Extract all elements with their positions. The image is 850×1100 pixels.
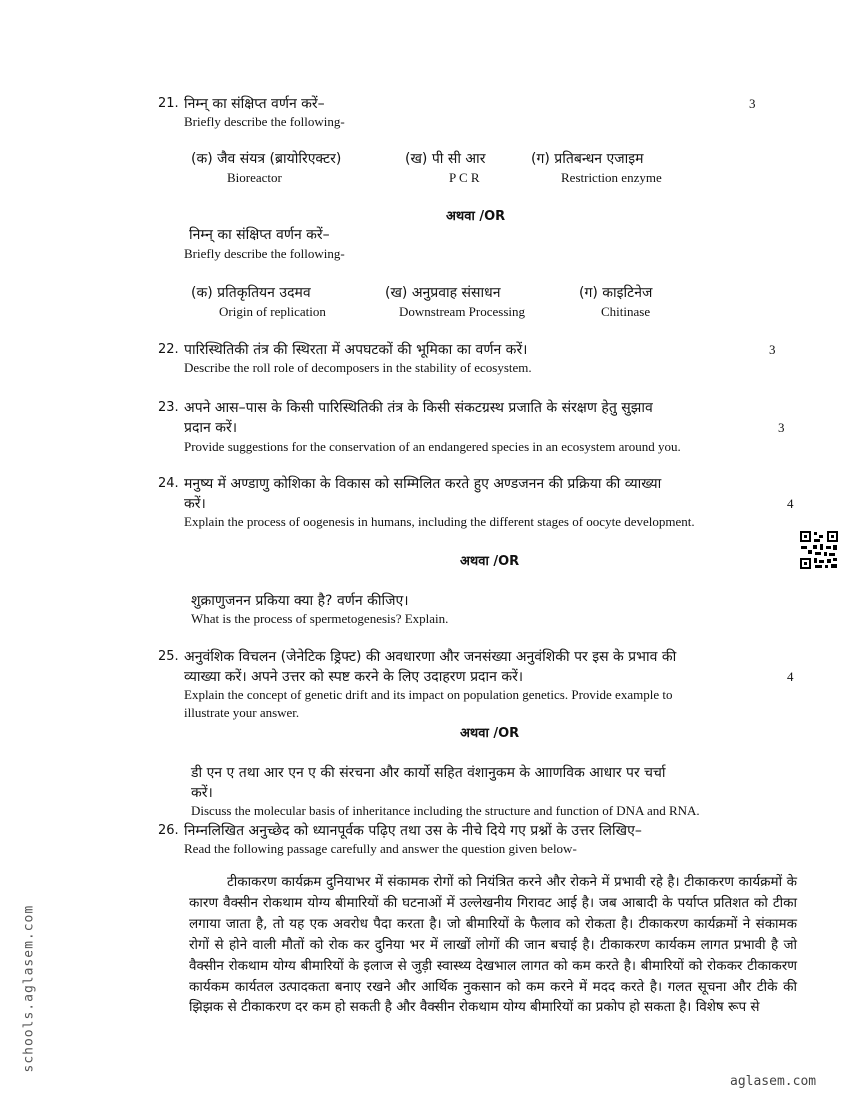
q24-or-separator: अथवा /OR [460,554,520,569]
q21-item-c-english: Restriction enzyme [561,170,662,185]
q22-number: 22. [158,342,179,357]
q21-or-separator: अथवा /OR [446,209,506,224]
q21-item-a-english: Bioreactor [227,170,282,185]
side-watermark: schools.aglasem.com [21,904,37,1073]
q21-alt-item-c-hindi: (ग) काइटिनेज [579,285,653,301]
q24-english: Explain the process of oogenesis in humans, including the different stages of oocyte development. [184,514,695,529]
q25-alt-english: Discuss the molecular basis of inheritance including the structure and function of DNA and RNA. [191,803,700,818]
q25-english-line2: illustrate your answer. [184,705,300,720]
q21-number: 21. [158,96,179,111]
q21-alt-english: Briefly describe the following- [184,246,345,261]
q26-english: Read the following passage carefully and answer the question given below- [184,841,577,856]
q23-marks: 3 [778,420,785,435]
q25-number: 25. [158,649,179,664]
q25-or-separator: अथवा /OR [460,726,520,741]
q24-alt-english: What is the process of spermetogenesis? Explain. [191,611,449,626]
q21-marks: 3 [749,96,756,111]
q24-marks: 4 [787,496,794,511]
q25-english-line1: Explain the concept of genetic drift and its impact on population genetics. Provide example to [184,687,673,702]
q23-hindi-line2: प्रदान करें। [184,420,238,436]
qr-code-icon [800,531,838,569]
q21-alt-item-b-english: Downstream Processing [399,304,526,319]
q21-english: Briefly describe the following- [184,114,345,129]
footer-watermark: aglasem.com [730,1074,817,1089]
q25-hindi-line1: अनुवंशिक विचलन (जेनेटिक ड्रिफ्ट) की अवधारणा और जनसंख्या अनुवंशिकी पर इस के प्रभाव की [184,649,677,665]
q26-passage: टीकाकरण कार्यक्रम दुनियाभर में संकामक रोगों को नियंत्रित करने और रोकने में प्रभावी रहे है। टीकाकरण कार्यक्रमों के कारण वैक्सीन रोकथाम योग्य बीमारियों की घटनाओं में उल्लेखनीय गिरावट आई है। जब आबादी के पर्याप्त प्रतिशत को टीका लगाया जाता है, तो यह एक अवरोध पैदा करता है। जो बीमारियों के फैलाव को रोकता है। टीकाकरण कार्यक्रमों ने संकामक रोगों से होने वाली मौतों को रोक कर दुनिया भर में लाखों लोगों की जान बचाई है। टीकाकरण कार्यकम लागत प्रभावी है जो वैक्सीन रोकथाम योग्य बीमारियों के इलाज से जुड़ी स्वास्थ्य देखभाल लागत को कम करते है। बीमारियों को रोककर टीकाकरण कार्यकम कार्यतल उत्पादकता बनाए रखने और आर्थिक नुकसान को कम करने में मदद करते है। गलत सूचना और टीके की झिझक से टीकाकरण दर कम हो सकती है और वैक्सीन रोकथाम योग्य बीमारियों का प्रकोप हो सकता है। विशेष रूप से [189,874,797,1016]
q25-alt-hindi-line1: डी एन ए तथा आर एन ए की संरचना और कार्यो सहित वंशानुकम के आाणविक आधार पर चर्चा [191,765,666,781]
q25-alt-hindi-line2: करें। [191,785,213,801]
q22-hindi: पारिस्थितिकी तंत्र की स्थिरता में अपघटकों की भूमिका का वर्णन करें। [184,342,528,358]
q23-english: Provide suggestions for the conservation of an endangered species in an ecosystem around you. [184,439,681,454]
q25-marks: 4 [787,669,794,684]
q21-alt-item-a-english: Origin of replication [219,304,326,319]
q25-hindi-line2: व्याख्या करें। अपने उत्तर को स्पष्ट करने के लिए उदाहरण प्रदान करें। [184,669,524,685]
q23-number: 23. [158,400,179,415]
q24-alt-hindi: शुक्राणुजनन प्रकिया क्या है? वर्णन कीजिए। [191,593,409,609]
q24-hindi-line1: मनुष्य में अण्डाणु कोशिका के विकास को सम्मिलित करते हुए अण्डजनन की प्रक्रिया की व्याख्या [184,476,662,492]
q26-number: 26. [158,823,179,838]
q24-number: 24. [158,476,179,491]
q21-item-c-hindi: (ग) प्रतिबन्धन एजाइम [531,151,644,167]
q21-item-b-english: P C R [449,170,480,185]
q23-hindi-line1: अपने आस–पास के किसी पारिस्थितिकी तंत्र के किसी संकटग्रस्थ प्रजाति के संरक्षण हेतु सुझाव [184,400,653,416]
q24-hindi-line2: करें। [184,496,206,512]
q21-alt-item-b-hindi: (ख) अनुप्रवाह संसाधन [385,285,501,301]
q21-hindi: निम्न् का संक्षिप्त वर्णन करें– [184,96,325,112]
q22-marks: 3 [769,342,776,357]
q21-item-a-hindi: (क) जैव संयत्र (ब्रायोरिएक्टर) [191,151,342,167]
q21-alt-item-c-english: Chitinase [601,304,651,319]
q21-alt-hindi: निम्न् का संक्षिप्त वर्णन करें– [189,227,330,243]
q21-item-b-hindi: (ख) पी सी आर [405,151,486,167]
q22-english: Describe the roll role of decomposers in the stability of ecosystem. [184,360,532,375]
q21-alt-item-a-hindi: (क) प्रतिकृतियन उदमव [191,285,311,301]
q26-hindi: निम्नलिखित अनुच्छेद को ध्यानपूर्वक पढ़िए तथा उस के नीचे दिये गए प्रश्नों के उत्तर लिखिए– [184,823,642,839]
